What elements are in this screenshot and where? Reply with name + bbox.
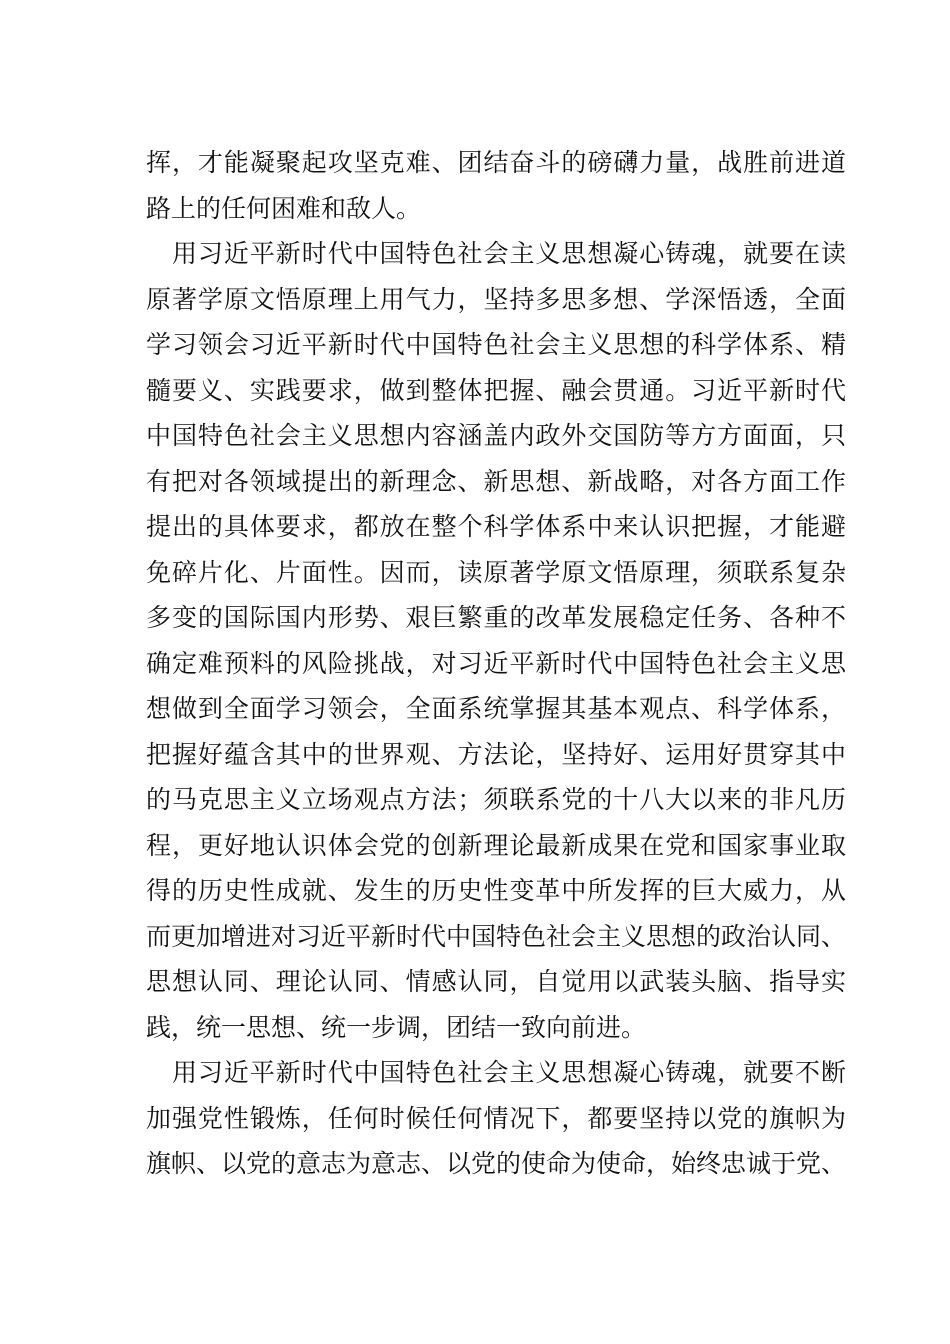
text-line: 提出的具体要求，都放在整个科学体系中来认识把握，才能避 [146,512,846,541]
text-line: 多变的国际国内形势、艰巨繁重的改革发展稳定任务、各种不 [146,603,846,632]
text-line: 原著学原文悟原理上用气力，坚持多思多想、学深悟透，全面 [146,284,846,314]
text-line: 用习近平新时代中国特色社会主义思想凝心铸魂，就要不断 [146,1058,846,1087]
text-line: 中国特色社会主义思想内容涵盖内政外交国防等方方面面，只 [146,421,846,450]
text-line: 路上的任何困难和敌人。 [146,193,422,223]
text-line: 免碎片化、片面性。因而，读原著学原文悟原理，须联系复杂 [146,557,846,587]
text-line: 旗帜、以党的意志为意志、以党的使命为使命，始终忠诚于党、 [146,1149,847,1178]
text-line: 得的历史性成就、发生的历史性变革中所发挥的巨大威力，从 [146,876,846,905]
text-line: 思想认同、理论认同、情感认同，自觉用以武装头脑、指导实 [146,967,846,996]
body-text [146,140,846,1187]
text-line: 髓要义、实践要求，做到整体把握、融会贯通。习近平新时代 [146,375,846,405]
text-line: 想做到全面学习领会，全面系统掌握其基本观点、科学体系， [146,694,846,723]
text-line: 践，统一思想、统一步调，团结一致向前进。 [146,1012,647,1042]
text-line: 把握好蕴含其中的世界观、方法论，坚持好、运用好贯穿其中 [146,739,846,769]
text-line: 有把对各领域提出的新理念、新思想、新战略，对各方面工作 [146,466,846,496]
text-line: 的马克思主义立场观点方法；须联系党的十八大以来的非凡历 [146,785,846,814]
text-line: 学习领会习近平新时代中国特色社会主义思想的科学体系、精 [146,330,846,359]
text-line: 挥，才能凝聚起攻坚克难、团结奋斗的磅礴力量，战胜前进道 [146,148,846,177]
text-line: 用习近平新时代中国特色社会主义思想凝心铸魂，就要在读 [146,239,846,268]
text-line: 而更加增进对习近平新时代中国特色社会主义思想的政治认同、 [146,921,847,951]
text-line: 程，更好地认识体会党的创新理论最新成果在党和国家事业取 [146,830,846,860]
text-line: 加强党性锻炼，任何时候任何情况下，都要坚持以党的旗帜为 [146,1103,846,1133]
text-line: 确定难预料的风险挑战，对习近平新时代中国特色社会主义思 [146,648,846,678]
